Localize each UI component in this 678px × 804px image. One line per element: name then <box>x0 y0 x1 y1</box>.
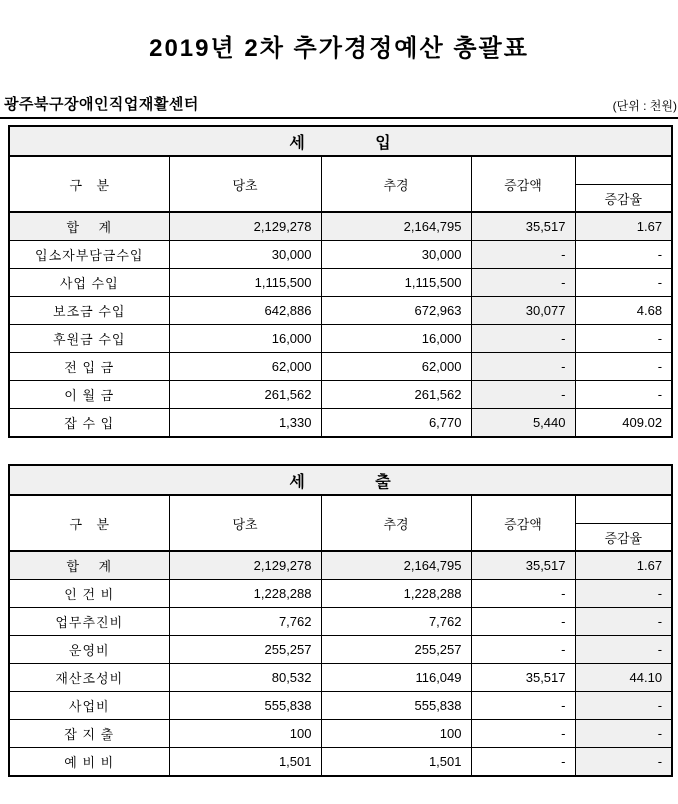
cell-revised: 255,257 <box>321 636 471 664</box>
table-row <box>9 381 672 409</box>
table-row <box>9 353 672 381</box>
cell-revised: 1,501 <box>321 748 471 777</box>
cell-original: 62,000 <box>169 353 321 381</box>
expenditure-table-title: 세 출 <box>9 465 672 495</box>
total-row <box>9 212 672 241</box>
cell-revised: 672,963 <box>321 297 471 325</box>
header-category: 구 분 <box>9 156 169 212</box>
table-row <box>9 580 672 608</box>
cell-revised: 30,000 <box>321 241 471 269</box>
cell-name: 인 건 비 <box>9 580 169 608</box>
cell-name: 보조금 수입 <box>9 297 169 325</box>
table-row <box>9 636 672 664</box>
cell-change-rate: 1.67 <box>575 551 672 580</box>
cell-change-rate: - <box>575 353 672 381</box>
header-category: 구 분 <box>9 495 169 551</box>
cell-change-rate: 44.10 <box>575 664 672 692</box>
cell-change-rate: 1.67 <box>575 212 672 241</box>
expenditure-header-row <box>9 495 672 524</box>
cell-change-rate: - <box>575 325 672 353</box>
cell-change-amount: - <box>471 381 575 409</box>
header-original: 당초 <box>169 156 321 212</box>
table-row <box>9 409 672 438</box>
cell-original: 1,115,500 <box>169 269 321 297</box>
table-row <box>9 692 672 720</box>
cell-change-amount: 35,517 <box>471 664 575 692</box>
cell-original: 261,562 <box>169 381 321 409</box>
cell-change-amount: - <box>471 748 575 777</box>
cell-revised: 116,049 <box>321 664 471 692</box>
cell-original: 2,129,278 <box>169 212 321 241</box>
table-row <box>9 241 672 269</box>
header-change-amount: 증감액 <box>471 495 575 551</box>
header-revised: 추경 <box>321 156 471 212</box>
meta-row <box>0 93 678 119</box>
cell-name: 후원금 수입 <box>9 325 169 353</box>
cell-revised: 16,000 <box>321 325 471 353</box>
cell-change-amount: - <box>471 692 575 720</box>
table-row <box>9 748 672 777</box>
cell-change-rate: - <box>575 381 672 409</box>
cell-name: 예 비 비 <box>9 748 169 777</box>
cell-name: 재산조성비 <box>9 664 169 692</box>
document-page <box>0 28 678 777</box>
cell-name: 잡 지 출 <box>9 720 169 748</box>
cell-change-amount: - <box>471 353 575 381</box>
expenditure-title-row <box>9 465 672 495</box>
cell-revised: 6,770 <box>321 409 471 438</box>
cell-name: 잡 수 입 <box>9 409 169 438</box>
cell-original: 100 <box>169 720 321 748</box>
cell-change-amount: - <box>471 608 575 636</box>
cell-name: 이 월 금 <box>9 381 169 409</box>
cell-revised: 1,115,500 <box>321 269 471 297</box>
header-empty-cell <box>575 156 672 185</box>
cell-original: 30,000 <box>169 241 321 269</box>
cell-original: 80,532 <box>169 664 321 692</box>
cell-change-amount: - <box>471 241 575 269</box>
table-row <box>9 325 672 353</box>
cell-change-rate: - <box>575 269 672 297</box>
expenditure-table <box>8 464 673 777</box>
organization-name: 광주북구장애인직업재활센터 <box>4 96 199 113</box>
cell-change-amount: 35,517 <box>471 212 575 241</box>
cell-change-rate: - <box>575 636 672 664</box>
cell-name: 운영비 <box>9 636 169 664</box>
table-row <box>9 297 672 325</box>
cell-revised: 2,164,795 <box>321 212 471 241</box>
revenue-table <box>8 125 673 438</box>
cell-change-rate: - <box>575 241 672 269</box>
cell-change-rate: - <box>575 580 672 608</box>
cell-original: 642,886 <box>169 297 321 325</box>
cell-change-amount: - <box>471 325 575 353</box>
cell-change-amount: 35,517 <box>471 551 575 580</box>
cell-change-rate: - <box>575 692 672 720</box>
cell-change-rate: - <box>575 748 672 777</box>
table-row <box>9 720 672 748</box>
page-title: 2019년 2차 추가경정예산 총괄표 <box>149 35 529 62</box>
cell-change-amount: - <box>471 720 575 748</box>
cell-revised: 555,838 <box>321 692 471 720</box>
cell-change-amount: 30,077 <box>471 297 575 325</box>
cell-revised: 2,164,795 <box>321 551 471 580</box>
header-change-rate: 증감율 <box>575 185 672 213</box>
cell-name: 사업비 <box>9 692 169 720</box>
cell-original: 16,000 <box>169 325 321 353</box>
revenue-header-row <box>9 156 672 185</box>
unit-label: (단위 : 천원) <box>612 99 677 113</box>
cell-change-amount: - <box>471 636 575 664</box>
cell-revised: 261,562 <box>321 381 471 409</box>
table-row <box>9 664 672 692</box>
cell-revised: 100 <box>321 720 471 748</box>
cell-change-amount: - <box>471 580 575 608</box>
cell-name: 전 입 금 <box>9 353 169 381</box>
cell-change-rate: 4.68 <box>575 297 672 325</box>
cell-revised: 62,000 <box>321 353 471 381</box>
cell-change-rate: - <box>575 720 672 748</box>
cell-original: 1,330 <box>169 409 321 438</box>
cell-change-amount: 5,440 <box>471 409 575 438</box>
header-empty-cell <box>575 495 672 524</box>
cell-original: 7,762 <box>169 608 321 636</box>
header-original: 당초 <box>169 495 321 551</box>
cell-name: 합 계 <box>9 212 169 241</box>
total-row <box>9 551 672 580</box>
cell-change-rate: - <box>575 608 672 636</box>
cell-original: 255,257 <box>169 636 321 664</box>
cell-revised: 7,762 <box>321 608 471 636</box>
header-revised: 추경 <box>321 495 471 551</box>
cell-change-rate: 409.02 <box>575 409 672 438</box>
cell-revised: 1,228,288 <box>321 580 471 608</box>
cell-name: 합 계 <box>9 551 169 580</box>
header-change-amount: 증감액 <box>471 156 575 212</box>
table-row <box>9 608 672 636</box>
cell-original: 2,129,278 <box>169 551 321 580</box>
cell-name: 입소자부담금수입 <box>9 241 169 269</box>
cell-name: 사업 수입 <box>9 269 169 297</box>
cell-original: 555,838 <box>169 692 321 720</box>
cell-original: 1,228,288 <box>169 580 321 608</box>
table-row <box>9 269 672 297</box>
cell-name: 업무추진비 <box>9 608 169 636</box>
revenue-table-title: 세 입 <box>9 126 672 156</box>
cell-original: 1,501 <box>169 748 321 777</box>
cell-change-amount: - <box>471 269 575 297</box>
revenue-title-row <box>9 126 672 156</box>
header-change-rate: 증감율 <box>575 524 672 552</box>
